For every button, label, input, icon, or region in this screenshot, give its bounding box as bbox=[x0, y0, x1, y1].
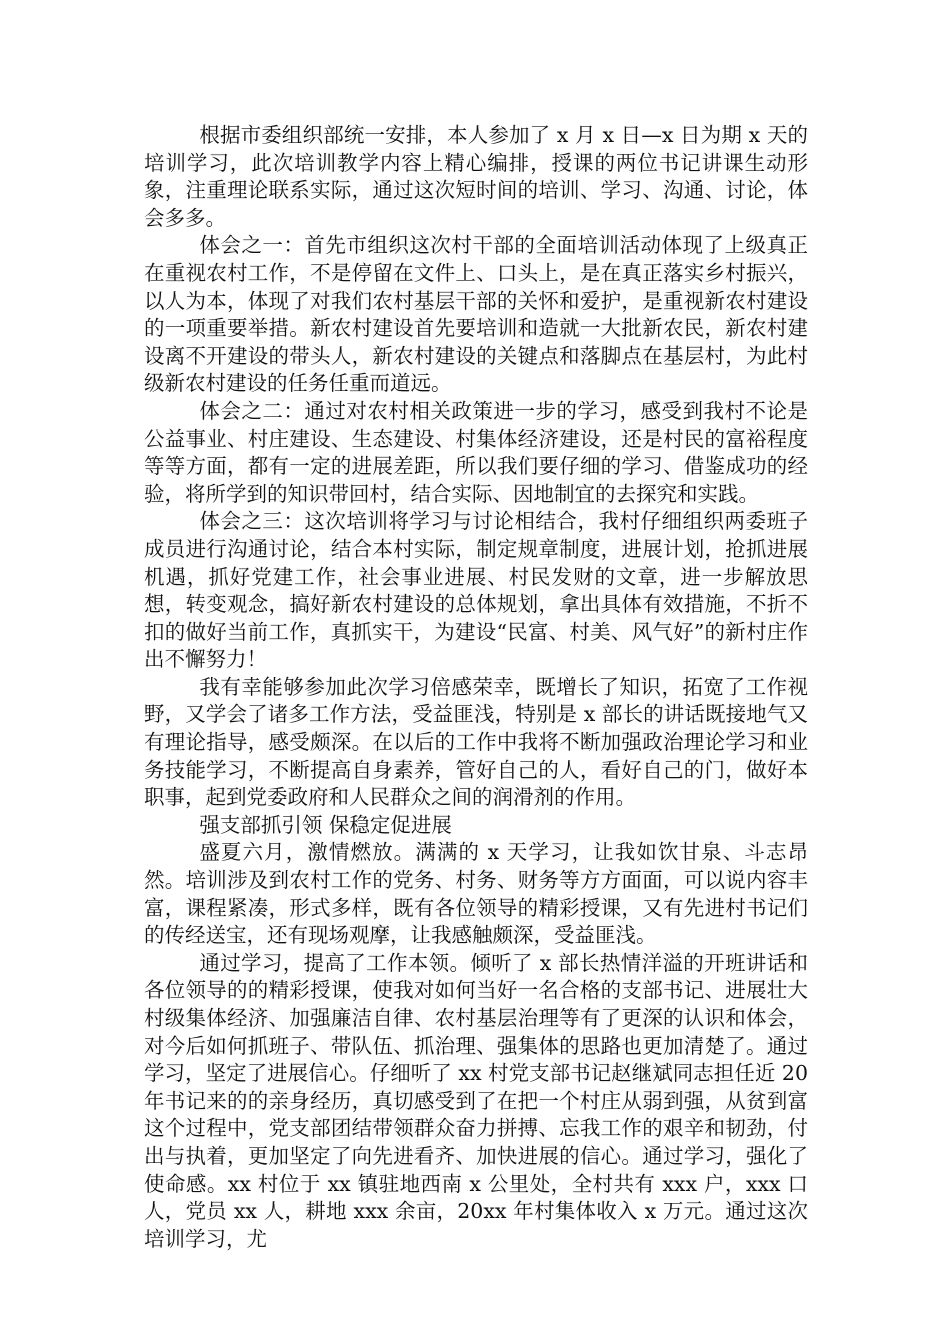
learning-paragraph: 通过学习，提高了工作本领。倾听了 x 部长热情洋溢的开班讲话和各位领导的的精彩授课，使我对如何当好一名合格的支部书记、进展壮大村级集体经济、加强廉洁自律、农村基层治理等有了更深的认识和体会，对今后如何抓班子、带队伍、抓治理、强集体的思路也更加清楚了。通过学习，坚定了进展信心。仔细听了 xx 村党支部书记赵继斌同志担任近 20 年书记来的的亲身经历，真切感受到了在把一个村庄从弱到强，从贫到富这个过程中，党支部团结带领群众奋力拼搏、忘我工作的艰辛和韧劲，付出与执着，更加坚定了向先进看齐、加快进展的信心。通过学习，强化了使命感。xx 村位于 xx 镇驻地西南 x 公里处，全村共有 xxx 户，xxx 口人，党员 xx 人，耕地 xxx 余亩，20xx 年村集体收入 x 万元。通过这次培训学习，尤 bbox=[144, 950, 808, 1251]
intro-paragraph: 根据市委组织部统一安排，本人参加了 x 月 x 日—x 日为期 x 天的培训学习，此次培训教学内容上精心编排，授课的两位书记讲课生动形象，注重理论联系实际，通过这次短时间的培训、学习、沟通、讨论，体会多多。 bbox=[144, 123, 808, 230]
insight-two-paragraph: 体会之二：通过对农村相关政策进一步的学习，感受到我村不论是公益事业、村庄建设、生态建设、村集体经济建设，还是村民的富裕程度等等方面，都有一定的进展差距，所以我们要仔细的学习、借鉴成功的经验，将所学到的知识带回村，结合实际、因地制宜的去探究和实践。 bbox=[144, 398, 808, 506]
summer-paragraph: 盛夏六月，激情燃放。满满的 x 天学习，让我如饮甘泉、斗志昂然。培训涉及到农村工作的党务、村务、财务等方方面面，可以说内容丰富，课程紧凑，形式多样，既有各位领导的精彩授课，又有先进村书记们的传经送宝，还有现场观摩，让我感触颇深，受益匪浅。 bbox=[144, 840, 808, 948]
document-body bbox=[144, 122, 808, 1253]
conclusion-paragraph: 我有幸能够参加此次学习倍感荣幸，既增长了知识，拓宽了工作视野，又学会了诸多工作方法，受益匪浅，特别是 x 部长的讲话既接地气又有理论指导，感受颇深。在以后的工作中我将不断加强政治理论学习和业务技能学习，不断提高自身素养，管好自己的人，看好自己的门，做好本职事，起到党委政府和人民群众之间的润滑剂的作用。 bbox=[144, 674, 808, 810]
section-heading: 强支部抓引领 保稳定促进展 bbox=[199, 812, 452, 837]
insight-one-paragraph: 体会之一：首先市组织这次村干部的全面培训活动体现了上级真正在重视农村工作，不是停留在文件上、口头上，是在真正落实乡村振兴，以人为本，体现了对我们农村基层干部的关怀和爱护，是重视新农村建设的一项重要举措。新农村建设首先要培训和造就一大批新农民，新农村建设离不开建设的带头人，新农村建设的关键点和落脚点在基层村，为此村级新农村建设的任务任重而道远。 bbox=[144, 233, 808, 396]
insight-three-paragraph: 体会之三：这次培训将学习与讨论相结合，我村仔细组织两委班子成员进行沟通讨论，结合本村实际，制定规章制度，进展计划，抢抓进展机遇，抓好党建工作，社会事业进展、村民发财的文章，进一步解放思想，转变观念，搞好新农村建设的总体规划，拿出具体有效措施，不折不扣的做好当前工作，真抓实干，为建设“民富、村美、风气好”的新村庄作出不懈努力！ bbox=[144, 509, 808, 672]
